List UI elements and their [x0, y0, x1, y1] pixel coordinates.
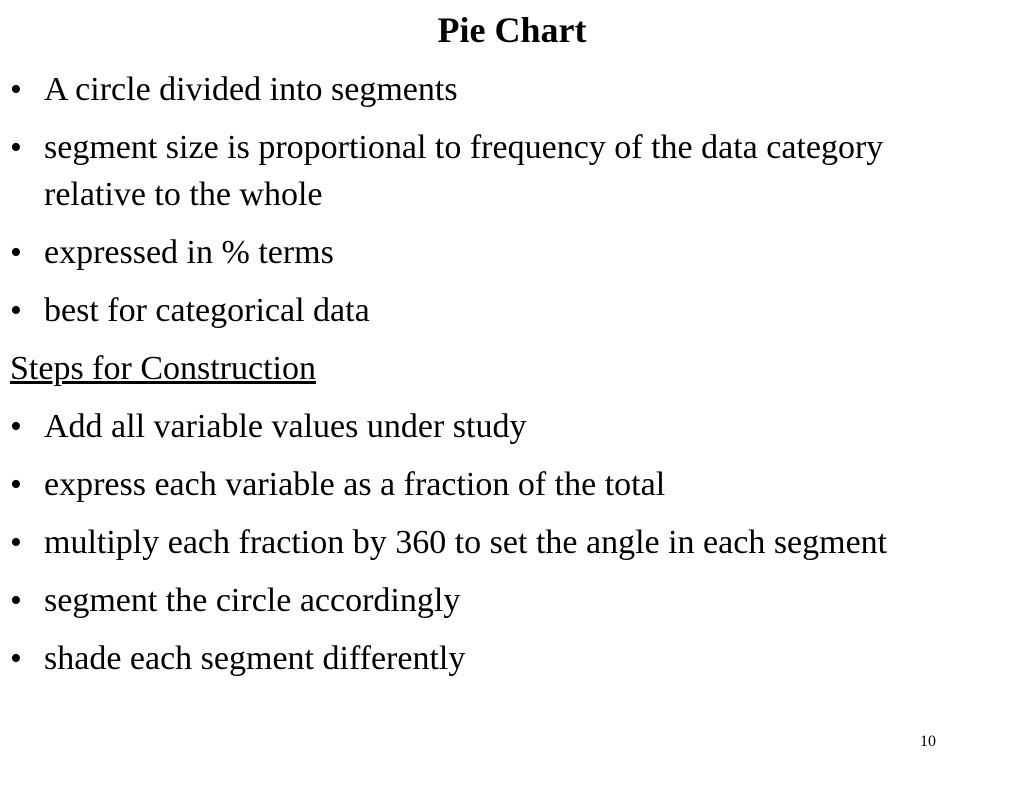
bullet-marker: •	[10, 640, 22, 677]
bullet-text: best for categorical data	[44, 292, 370, 329]
bullet-item	[10, 66, 910, 113]
bullet-text: express each variable as a fraction of the total	[44, 466, 666, 503]
bullet-text: Add all variable values under study	[44, 408, 527, 445]
slide-title: Pie Chart	[437, 10, 587, 50]
bullet-marker: •	[10, 582, 22, 619]
steps-bullet-list	[10, 403, 910, 682]
bullet-item	[10, 461, 910, 508]
section-heading: Steps for Construction	[10, 350, 316, 387]
bullet-item	[10, 229, 910, 276]
slide-content	[10, 66, 910, 693]
bullet-text: multiply each fraction by 360 to set the angle in each segment	[44, 524, 888, 561]
page-number: 10	[920, 733, 936, 750]
bullet-marker: •	[10, 408, 22, 445]
bullet-item	[10, 287, 910, 334]
bullet-item	[10, 403, 910, 450]
bullet-marker: •	[10, 71, 22, 108]
bullet-item	[10, 635, 910, 682]
bullet-item	[10, 577, 910, 624]
intro-bullet-list	[10, 66, 910, 334]
bullet-marker: •	[10, 292, 22, 329]
bullet-item	[10, 519, 910, 566]
bullet-text: segment size is proportional to frequency of the data category relative to the whole	[44, 129, 884, 213]
bullet-marker: •	[10, 524, 22, 561]
bullet-text: expressed in % terms	[44, 234, 334, 271]
bullet-item	[10, 124, 910, 218]
bullet-text: A circle divided into segments	[44, 71, 458, 108]
bullet-text: segment the circle accordingly	[44, 582, 461, 619]
bullet-text: shade each segment differently	[44, 640, 466, 677]
bullet-marker: •	[10, 234, 22, 271]
bullet-marker: •	[10, 466, 22, 503]
bullet-marker: •	[10, 129, 22, 166]
